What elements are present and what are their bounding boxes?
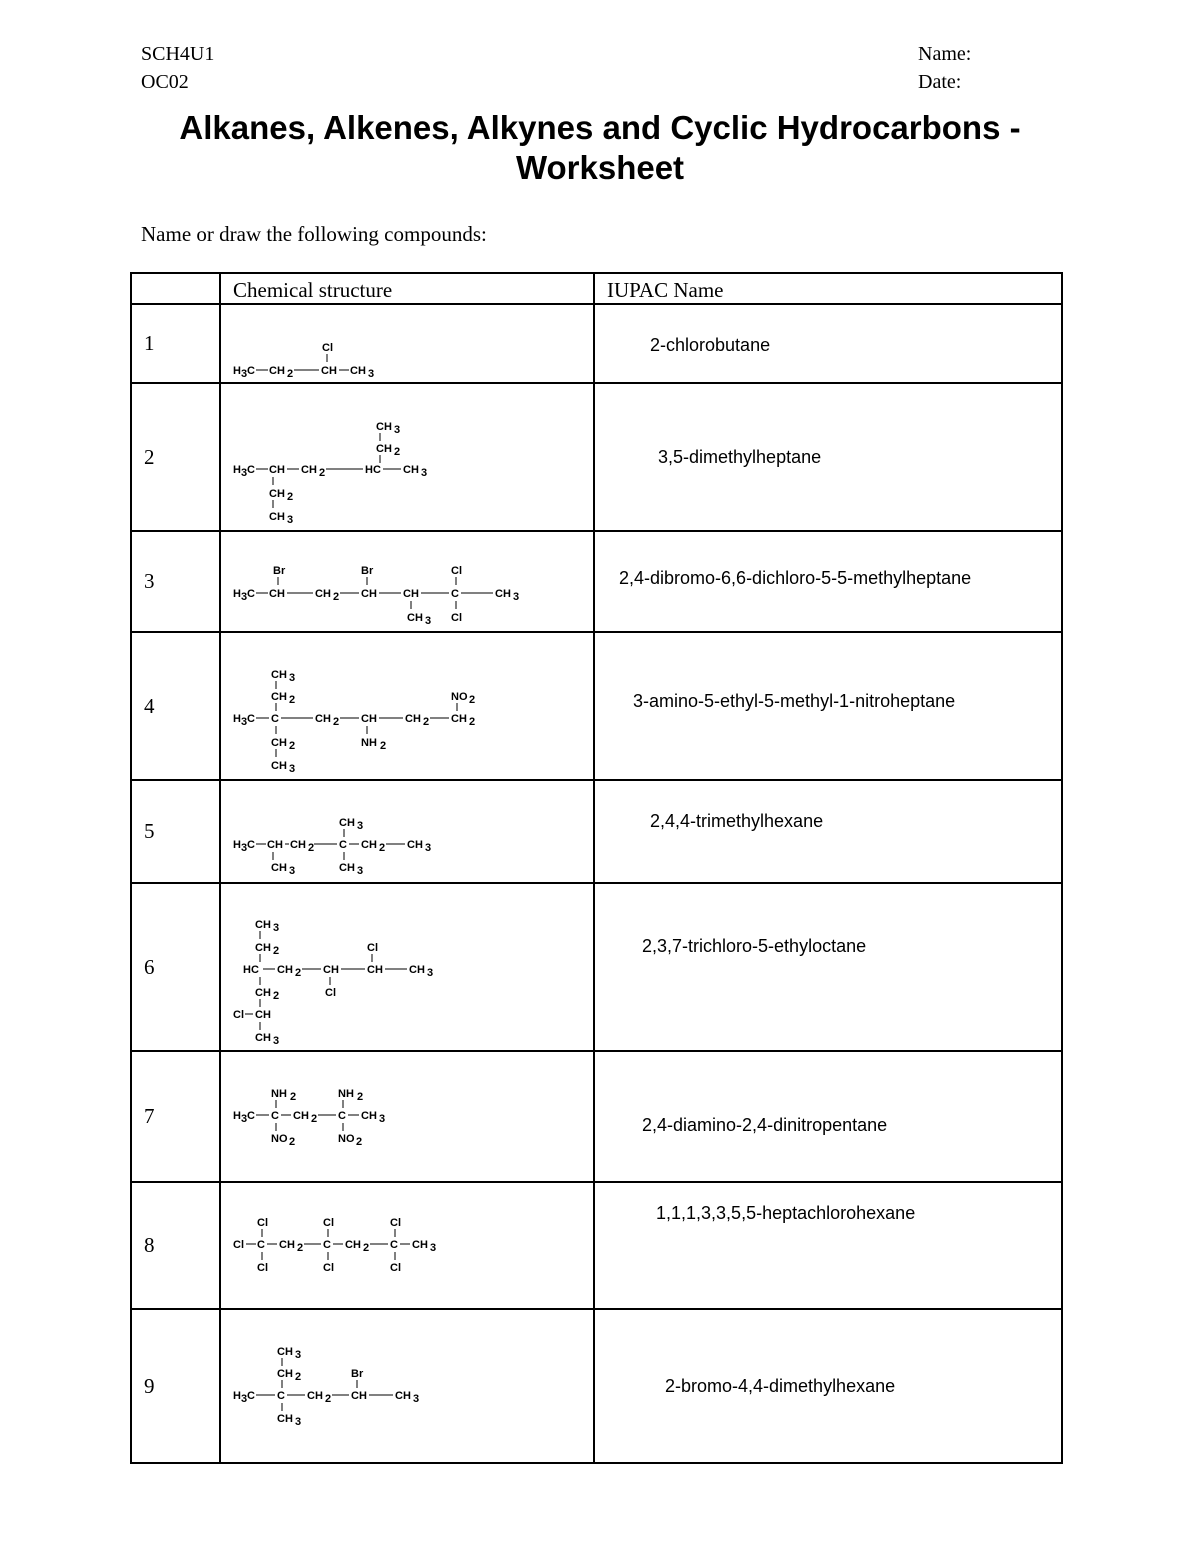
svg-text:C: C xyxy=(339,839,347,851)
svg-text:CH: CH xyxy=(412,1239,428,1251)
svg-text:CH: CH xyxy=(361,588,377,600)
svg-text:CH: CH xyxy=(277,1413,293,1425)
svg-text:C: C xyxy=(338,1110,346,1122)
svg-text:C: C xyxy=(247,713,255,725)
row-number: 3 xyxy=(131,531,220,632)
iupac-name-6: 2,3,7-trichloro-5-ethyloctane xyxy=(594,883,1062,1051)
svg-text:CH: CH xyxy=(315,588,331,600)
svg-text:CH: CH xyxy=(339,817,355,829)
svg-text:CH: CH xyxy=(269,464,285,476)
svg-text:CH: CH xyxy=(323,964,339,976)
svg-text:H: H xyxy=(233,713,241,725)
svg-text:CH: CH xyxy=(301,464,317,476)
svg-text:3: 3 xyxy=(295,1416,302,1428)
svg-text:C: C xyxy=(390,1239,398,1251)
svg-text:2: 2 xyxy=(469,716,476,728)
svg-text:Cl: Cl xyxy=(233,1009,244,1021)
row-number: 6 xyxy=(131,883,220,1051)
svg-text:3: 3 xyxy=(368,368,375,380)
svg-text:CH: CH xyxy=(293,1110,309,1122)
iupac-name-9: 2-bromo-4,4-dimethylhexane xyxy=(594,1309,1062,1463)
svg-text:2: 2 xyxy=(295,967,302,979)
svg-text:H: H xyxy=(233,1390,241,1402)
header-iupac: IUPAC Name xyxy=(594,273,1062,304)
svg-text:H: H xyxy=(233,1110,241,1122)
row-number: 2 xyxy=(131,383,220,531)
svg-text:CH: CH xyxy=(267,839,283,851)
structure-1 xyxy=(220,304,594,383)
svg-text:NO: NO xyxy=(338,1133,355,1145)
svg-text:CH: CH xyxy=(255,1009,271,1021)
svg-text:CH: CH xyxy=(361,713,377,725)
svg-text:NO: NO xyxy=(271,1133,288,1145)
svg-text:CH: CH xyxy=(409,964,425,976)
svg-text:H: H xyxy=(233,839,241,851)
svg-text:2: 2 xyxy=(289,740,296,752)
unit-code: OC02 xyxy=(141,71,189,93)
svg-text:NH: NH xyxy=(361,737,377,749)
structure-3 xyxy=(220,531,594,632)
svg-text:CH: CH xyxy=(376,421,392,433)
svg-text:HC: HC xyxy=(365,464,381,476)
svg-text:CH: CH xyxy=(321,365,337,377)
svg-text:Cl: Cl xyxy=(390,1217,401,1229)
svg-text:3: 3 xyxy=(289,865,296,877)
svg-text:3: 3 xyxy=(513,591,520,603)
structure-6 xyxy=(220,883,594,1051)
svg-text:2: 2 xyxy=(287,491,294,503)
svg-text:2: 2 xyxy=(273,990,280,1002)
svg-text:2: 2 xyxy=(423,716,430,728)
svg-text:C: C xyxy=(247,588,255,600)
iupac-name-5: 2,4,4-trimethylhexane xyxy=(594,780,1062,883)
svg-text:CH: CH xyxy=(255,987,271,999)
worksheet-table xyxy=(130,272,1063,1464)
svg-text:Cl: Cl xyxy=(451,565,462,577)
svg-text:CH: CH xyxy=(271,691,287,703)
iupac-name-8: 1,1,1,3,3,5,5-heptachlorohexane xyxy=(594,1182,1062,1309)
svg-text:NH: NH xyxy=(338,1088,354,1100)
svg-text:CH: CH xyxy=(271,737,287,749)
iupac-name-1: 2-chlorobutane xyxy=(594,304,1062,383)
svg-text:3: 3 xyxy=(357,865,364,877)
svg-text:CH: CH xyxy=(271,760,287,772)
svg-text:2: 2 xyxy=(325,1393,332,1405)
svg-text:2: 2 xyxy=(311,1113,318,1125)
svg-text:CH: CH xyxy=(451,713,467,725)
svg-text:Cl: Cl xyxy=(322,342,333,354)
iupac-name-7: 2,4-diamino-2,4-dinitropentane xyxy=(594,1051,1062,1182)
table-row xyxy=(131,632,1062,780)
svg-text:CH: CH xyxy=(350,365,366,377)
row-number: 8 xyxy=(131,1182,220,1309)
svg-text:CH: CH xyxy=(351,1390,367,1402)
svg-text:CH: CH xyxy=(277,1346,293,1358)
structure-7 xyxy=(220,1051,594,1182)
svg-text:3: 3 xyxy=(427,967,434,979)
row-number: 7 xyxy=(131,1051,220,1182)
table-header-row xyxy=(131,273,1062,304)
svg-text:3: 3 xyxy=(379,1113,386,1125)
course-code: SCH4U1 xyxy=(141,43,215,65)
page-title: Alkanes, Alkenes, Alkynes and Cyclic Hydrocarbons - Worksheet xyxy=(179,109,1021,186)
svg-text:C: C xyxy=(451,588,459,600)
table-row xyxy=(131,780,1062,883)
svg-text:C: C xyxy=(257,1239,265,1251)
iupac-name-3: 2,4-dibromo-6,6-dichloro-5-5-methylheptane xyxy=(594,531,1062,632)
svg-text:Cl: Cl xyxy=(323,1217,334,1229)
svg-text:3: 3 xyxy=(289,763,296,775)
iupac-name-4: 3-amino-5-ethyl-5-methyl-1-nitroheptane xyxy=(594,632,1062,780)
svg-text:Br: Br xyxy=(361,565,374,577)
svg-text:CH: CH xyxy=(407,839,423,851)
svg-text:2: 2 xyxy=(356,1136,363,1148)
structure-9 xyxy=(220,1309,594,1463)
svg-text:2: 2 xyxy=(287,368,294,380)
svg-text:CH: CH xyxy=(269,488,285,500)
svg-text:CH: CH xyxy=(269,588,285,600)
svg-text:Cl: Cl xyxy=(233,1239,244,1251)
table-row xyxy=(131,304,1062,383)
svg-text:CH: CH xyxy=(255,1032,271,1044)
svg-text:3: 3 xyxy=(241,1393,248,1405)
svg-text:3: 3 xyxy=(289,672,296,684)
svg-text:3: 3 xyxy=(295,1349,302,1361)
svg-text:CH: CH xyxy=(271,669,287,681)
header-number xyxy=(131,273,220,304)
svg-text:NO: NO xyxy=(451,691,468,703)
svg-text:C: C xyxy=(247,365,255,377)
svg-text:3: 3 xyxy=(241,716,248,728)
svg-text:CH: CH xyxy=(307,1390,323,1402)
svg-text:2: 2 xyxy=(289,694,296,706)
header-structure: Chemical structure xyxy=(220,273,594,304)
svg-text:CH: CH xyxy=(269,511,285,523)
row-number: 4 xyxy=(131,632,220,780)
svg-text:2: 2 xyxy=(333,591,340,603)
svg-text:2: 2 xyxy=(308,842,315,854)
svg-text:Br: Br xyxy=(273,565,286,577)
svg-text:2: 2 xyxy=(469,694,476,706)
svg-text:C: C xyxy=(271,1110,279,1122)
svg-text:Cl: Cl xyxy=(257,1262,268,1274)
svg-text:CH: CH xyxy=(403,464,419,476)
table-row xyxy=(131,1051,1062,1182)
instructions: Name or draw the following compounds: xyxy=(141,222,487,246)
svg-text:2: 2 xyxy=(357,1091,364,1103)
svg-text:CH: CH xyxy=(361,839,377,851)
row-number: 9 xyxy=(131,1309,220,1463)
svg-text:2: 2 xyxy=(394,446,401,458)
svg-text:C: C xyxy=(247,464,255,476)
svg-text:3: 3 xyxy=(273,1035,280,1047)
svg-text:CH: CH xyxy=(315,713,331,725)
svg-text:Cl: Cl xyxy=(451,612,462,624)
svg-text:H: H xyxy=(233,365,241,377)
svg-text:C: C xyxy=(277,1390,285,1402)
svg-text:3: 3 xyxy=(241,467,248,479)
table-row xyxy=(131,383,1062,531)
svg-text:CH: CH xyxy=(290,839,306,851)
svg-text:2: 2 xyxy=(297,1242,304,1254)
svg-text:3: 3 xyxy=(413,1393,420,1405)
svg-text:CH: CH xyxy=(405,713,421,725)
svg-text:3: 3 xyxy=(241,842,248,854)
svg-text:CH: CH xyxy=(255,919,271,931)
svg-text:2: 2 xyxy=(295,1371,302,1383)
date-label: Date: xyxy=(918,71,962,93)
svg-text:3: 3 xyxy=(273,922,280,934)
svg-text:2: 2 xyxy=(289,1136,296,1148)
svg-text:Cl: Cl xyxy=(257,1217,268,1229)
svg-text:3: 3 xyxy=(241,368,248,380)
svg-text:Br: Br xyxy=(351,1368,364,1380)
svg-text:CH: CH xyxy=(277,964,293,976)
svg-text:CH: CH xyxy=(345,1239,361,1251)
svg-text:3: 3 xyxy=(241,591,248,603)
table-row xyxy=(131,883,1062,1051)
svg-text:CH: CH xyxy=(407,612,423,624)
svg-text:3: 3 xyxy=(357,820,364,832)
svg-text:2: 2 xyxy=(290,1091,297,1103)
svg-text:CH: CH xyxy=(255,942,271,954)
svg-text:CH: CH xyxy=(279,1239,295,1251)
structure-4 xyxy=(220,632,594,780)
svg-text:2: 2 xyxy=(273,945,280,957)
svg-text:3: 3 xyxy=(287,514,294,526)
svg-text:3: 3 xyxy=(430,1242,437,1254)
svg-text:C: C xyxy=(247,839,255,851)
svg-text:C: C xyxy=(271,713,279,725)
svg-text:Cl: Cl xyxy=(367,942,378,954)
svg-text:CH: CH xyxy=(269,365,285,377)
name-label: Name: xyxy=(918,43,972,65)
svg-text:3: 3 xyxy=(421,467,428,479)
svg-text:CH: CH xyxy=(495,588,511,600)
svg-text:CH: CH xyxy=(395,1390,411,1402)
svg-text:HC: HC xyxy=(243,964,259,976)
svg-text:CH: CH xyxy=(361,1110,377,1122)
table-row xyxy=(131,531,1062,632)
structure-5 xyxy=(220,780,594,883)
svg-text:2: 2 xyxy=(363,1242,370,1254)
table-row xyxy=(131,1309,1062,1463)
svg-text:H: H xyxy=(233,464,241,476)
structure-2 xyxy=(220,383,594,531)
iupac-name-2: 3,5-dimethylheptane xyxy=(594,383,1062,531)
row-number: 5 xyxy=(131,780,220,883)
svg-text:CH: CH xyxy=(339,862,355,874)
svg-text:CH: CH xyxy=(376,443,392,455)
row-number: 1 xyxy=(131,304,220,383)
svg-text:3: 3 xyxy=(241,1113,248,1125)
svg-text:C: C xyxy=(247,1390,255,1402)
svg-text:Cl: Cl xyxy=(390,1262,401,1274)
structure-8 xyxy=(220,1182,594,1309)
svg-text:CH: CH xyxy=(367,964,383,976)
svg-text:3: 3 xyxy=(394,424,401,436)
svg-text:CH: CH xyxy=(271,862,287,874)
svg-text:CH: CH xyxy=(403,588,419,600)
svg-text:2: 2 xyxy=(333,716,340,728)
svg-text:C: C xyxy=(247,1110,255,1122)
svg-text:3: 3 xyxy=(425,615,432,627)
svg-text:2: 2 xyxy=(380,740,387,752)
svg-text:2: 2 xyxy=(319,467,326,479)
svg-text:CH: CH xyxy=(277,1368,293,1380)
svg-text:2: 2 xyxy=(379,842,386,854)
svg-text:C: C xyxy=(323,1239,331,1251)
table-row xyxy=(131,1182,1062,1309)
svg-text:3: 3 xyxy=(425,842,432,854)
svg-text:Cl: Cl xyxy=(323,1262,334,1274)
svg-text:Cl: Cl xyxy=(325,987,336,999)
svg-text:NH: NH xyxy=(271,1088,287,1100)
svg-text:H: H xyxy=(233,588,241,600)
